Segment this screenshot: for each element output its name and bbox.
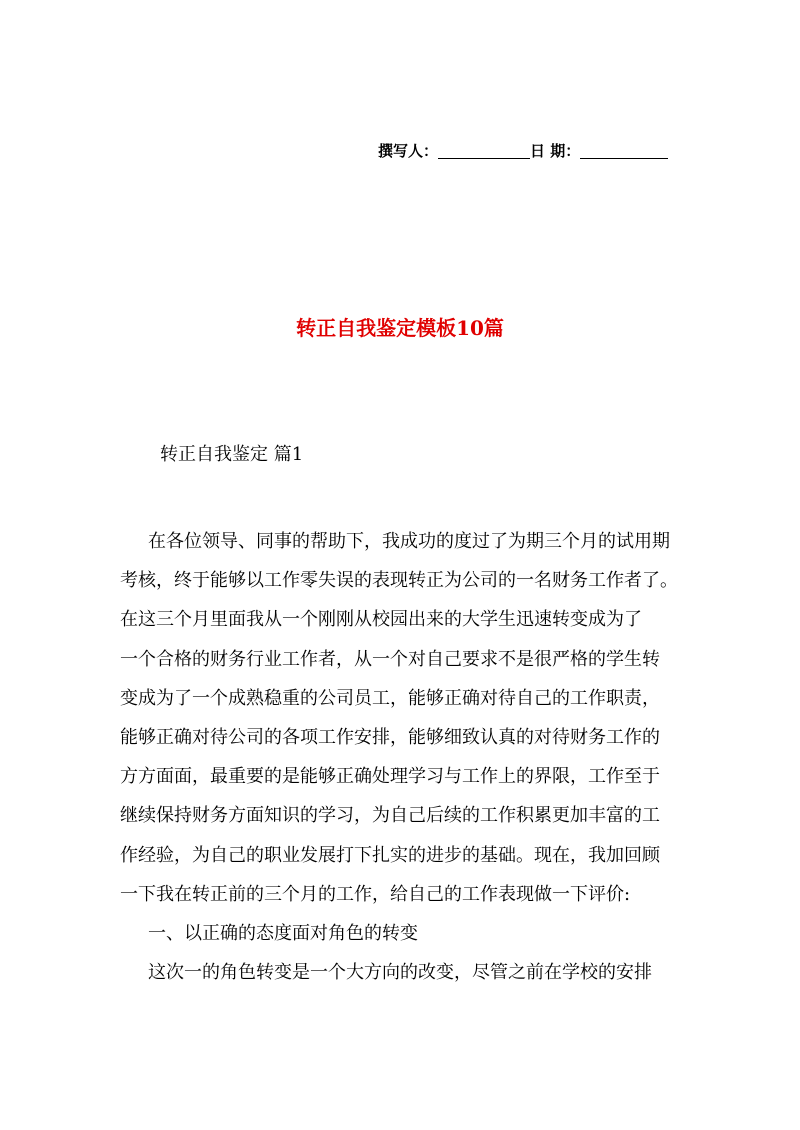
document-title: 转正自我鉴定模板10篇 xyxy=(296,316,504,340)
body-line: 在各位领导、同事的帮助下，我成功的度过了为期三个月的试用期 xyxy=(148,531,670,552)
body-line: 在这三个月里面我从一个刚刚从校园出来的大学生迅速转变成为了 xyxy=(120,609,642,631)
author-date-line xyxy=(378,140,668,161)
date-label: 日 期： xyxy=(530,142,581,160)
body-line: 一、以正确的态度面对角色的转变 xyxy=(148,922,418,944)
date-blank xyxy=(580,144,668,159)
body-line: 能够正确对待公司的各项工作安排，能够细致认真的对待财务工作的 xyxy=(120,726,660,748)
body-line: 方方面面，最重要的是能够正确处理学习与工作上的界限，工作至于 xyxy=(120,766,660,788)
body-line: 这次一的角色转变是一个大方向的改变，尽管之前在学校的安排 xyxy=(148,962,652,984)
body-line: 继续保持财务方面知识的学习，为自己后续的工作积累更加丰富的工 xyxy=(120,805,660,827)
author-label: 撰写人： xyxy=(378,142,439,160)
body-line: 考核，终于能够以工作零失误的表现转正为公司的一名财务工作者了。 xyxy=(120,570,678,592)
body-line: 变成为了一个成熟稳重的公司员工，能够正确对待自己的工作职责， xyxy=(120,687,660,709)
section-title: 转正自我鉴定 篇1 xyxy=(160,444,304,465)
body-text xyxy=(120,522,690,992)
author-blank xyxy=(438,144,530,159)
body-line: 一个合格的财务行业工作者，从一个对自己要求不是很严格的学生转 xyxy=(120,648,660,670)
body-line: 一下我在转正前的三个月的工作，给自己的工作表现做一下评价: xyxy=(120,883,631,905)
body-line: 作经验，为自己的职业发展打下扎实的进步的基础。现在，我加回顾 xyxy=(120,844,660,866)
